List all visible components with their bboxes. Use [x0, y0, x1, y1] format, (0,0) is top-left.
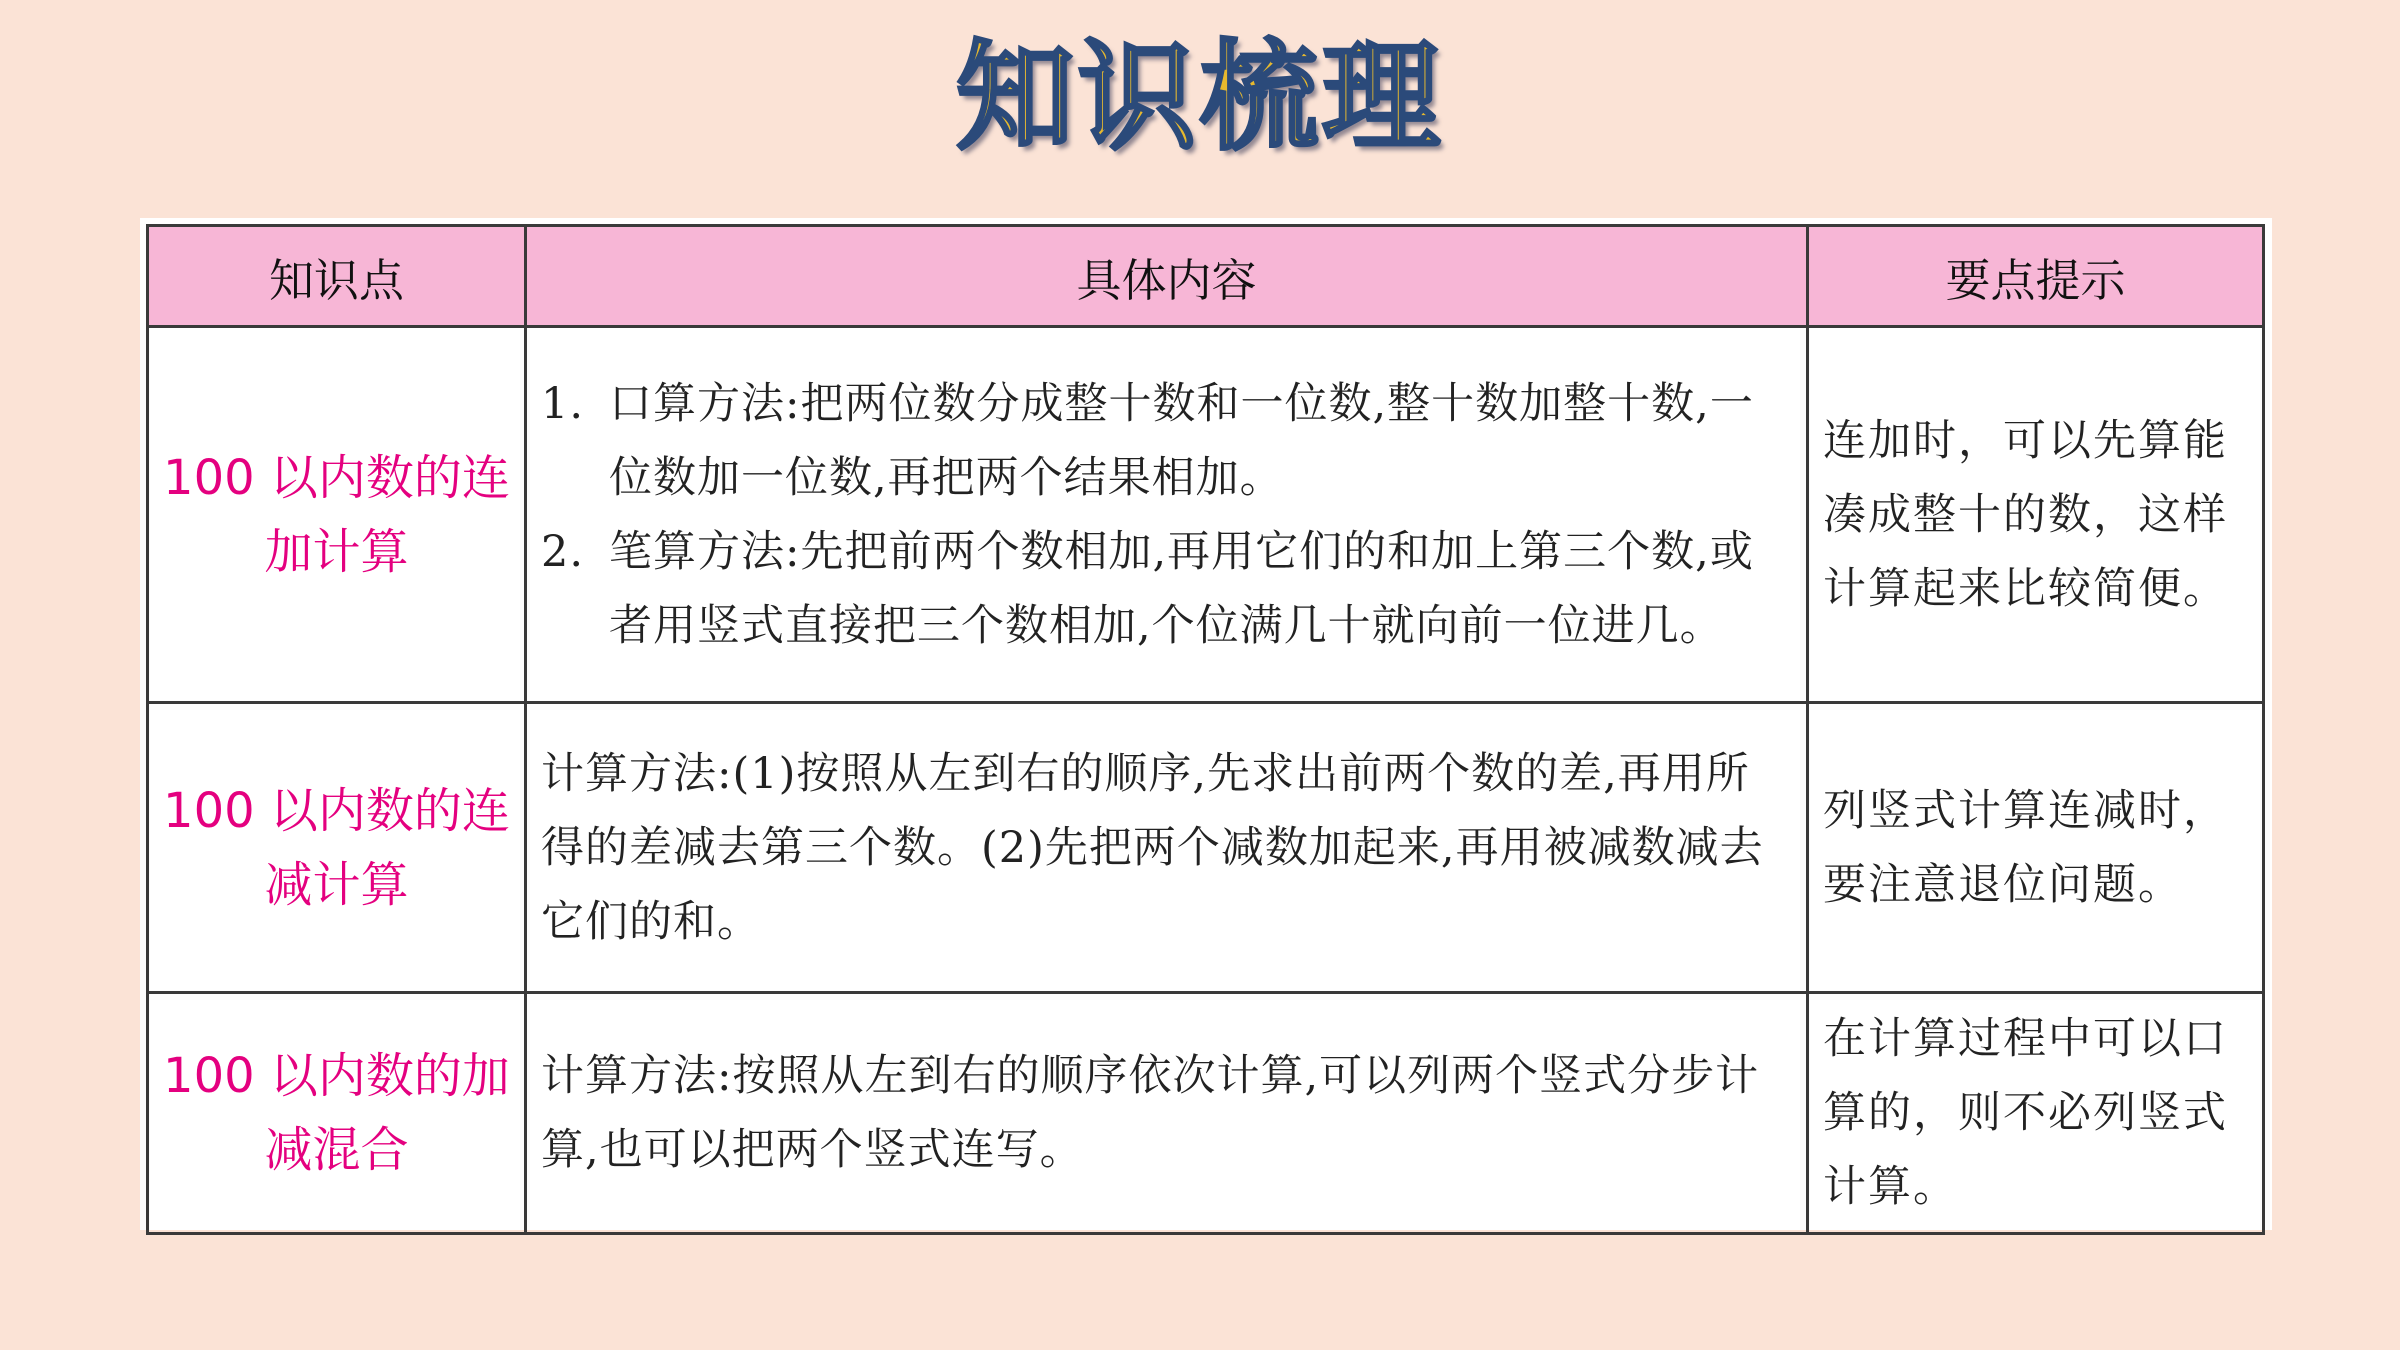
- item-number: 2.: [541, 526, 585, 577]
- knowledge-point: 100 以内数的连加计算: [148, 327, 526, 703]
- item-text: 笔算方法:先把前两个数相加,再用它们的和加上第三个数,或者用竖式直接把三个数相加,个位满几十就向前一位进几。: [609, 526, 1754, 651]
- header-content: 具体内容: [526, 226, 1808, 327]
- tip-cell: 列竖式计算连减时，要注意退位问题。: [1808, 703, 2264, 993]
- knowledge-table: [146, 224, 2265, 1235]
- list-item: [541, 515, 1790, 663]
- item-text: 口算方法:把两位数分成整十数和一位数,整十数加整十数,一位数加一位数,再把两个结果相加。: [609, 378, 1754, 503]
- table-row: [148, 993, 2264, 1234]
- content-cell: 计算方法:按照从左到右的顺序依次计算,可以列两个竖式分步计算,也可以把两个竖式连写。: [526, 993, 1808, 1234]
- knowledge-table-panel: [140, 218, 2272, 1230]
- header-knowledge-point: 知识点: [148, 226, 526, 327]
- list-item: [541, 367, 1790, 515]
- table-header-row: [148, 226, 2264, 327]
- item-number: 1.: [541, 378, 585, 429]
- knowledge-point: 100 以内数的连减计算: [148, 703, 526, 993]
- table-row: [148, 703, 2264, 993]
- header-tips: 要点提示: [1808, 226, 2264, 327]
- page-title: 知识梳理: [955, 28, 1444, 166]
- content-cell: 计算方法:(1)按照从左到右的顺序,先求出前两个数的差,再用所得的差减去第三个数。(2)先把两个减数加起来,再用被减数减去它们的和。: [526, 703, 1808, 993]
- tip-cell: 连加时，可以先算能凑成整十的数，这样计算起来比较简便。: [1808, 327, 2264, 703]
- content-cell: [526, 327, 1808, 703]
- tip-cell: 在计算过程中可以口算的，则不必列竖式计算。: [1808, 993, 2264, 1234]
- knowledge-point: 100 以内数的加减混合: [148, 993, 526, 1234]
- table-row: [148, 327, 2264, 703]
